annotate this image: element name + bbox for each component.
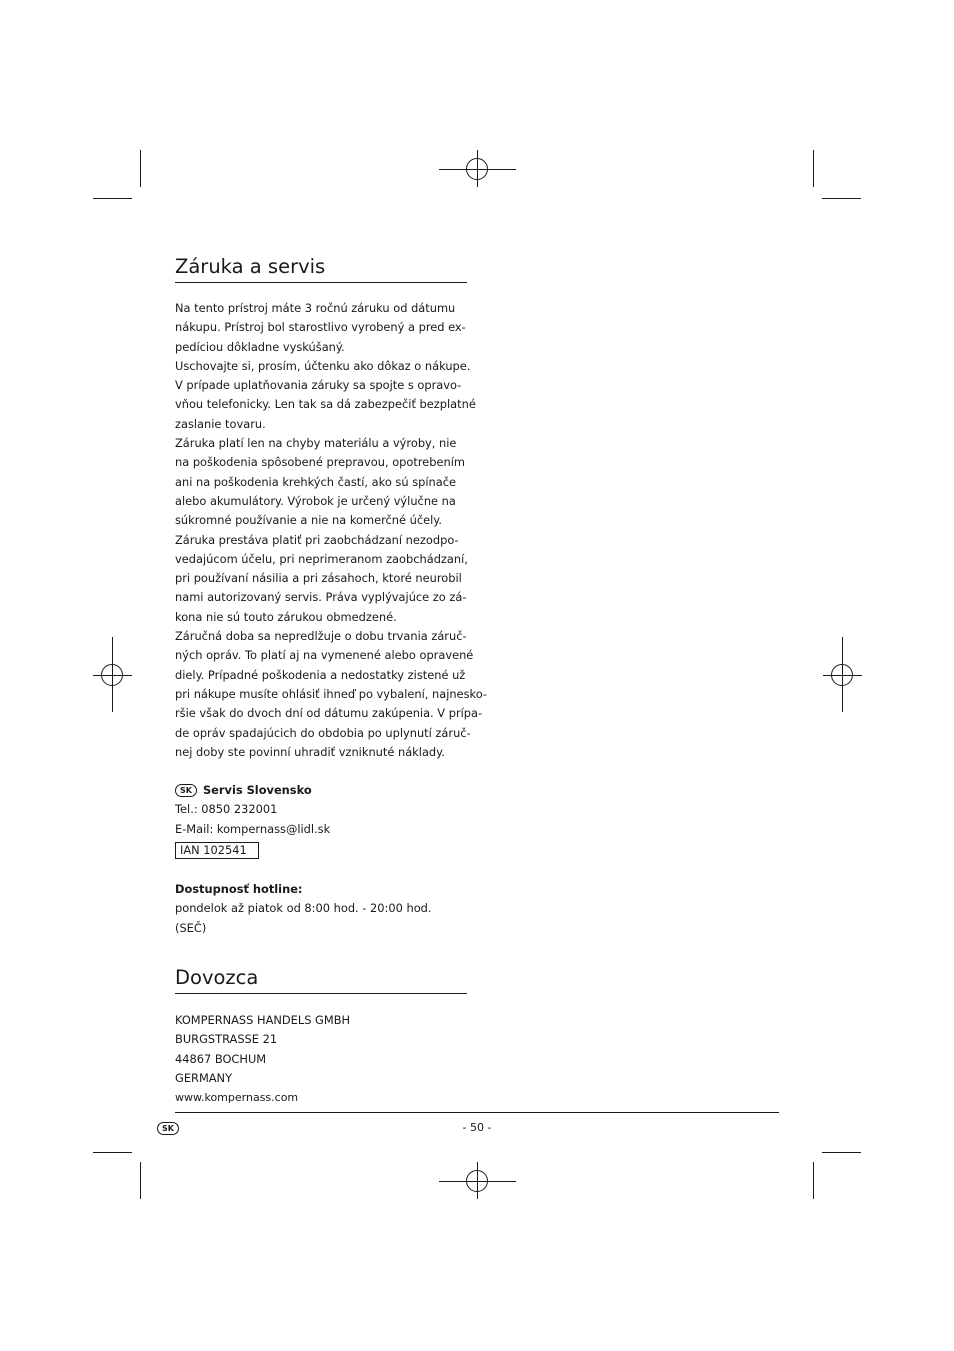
warranty-line: de opráv spadajúcich do obdobia po uplynutí záruč- (175, 725, 471, 740)
importer-website: www.kompernass.com (175, 1091, 299, 1105)
warranty-line: Záruka prestáva platiť pri zaobchádzaní nezodpo- (175, 532, 459, 547)
warranty-line: Na tento prístroj máte 3 ročnú záruku od dátumu (175, 301, 456, 315)
warranty-line: kona nie sú touto zárukou obmedzené. (175, 609, 397, 624)
country-badge: SK (175, 784, 197, 797)
warranty-line: nami autorizovaný servis. Práva vyplývajúce zo zá- (175, 590, 467, 605)
warranty-line: súkromné používanie a nie na komerčné účely. (175, 513, 443, 528)
ian-box: IAN 102541 (175, 842, 259, 859)
hotline-timezone: (SEČ) (175, 920, 207, 935)
page-number: - 50 - (462, 1121, 492, 1134)
service-phone: Tel.: 0850 232001 (175, 802, 278, 817)
warranty-line: ani na poškodenia krehkých častí, ako sú spínače (175, 474, 456, 489)
warranty-line: nákupu. Prístroj bol starostlivo vyrobený a pred ex- (175, 320, 466, 335)
warranty-section (175, 255, 488, 839)
warranty-line: pedíciou dôkladne vyskúšaný. (175, 339, 345, 354)
service-email: E-Mail: kompernass@lidl.sk (175, 821, 331, 836)
warranty-line: vňou telefonicky. Len tak sa dá zabezpečiť bezplatné (175, 397, 476, 412)
warranty-line: vedajúcom účelu, pri neprimeranom zaobchádzaní, (175, 551, 468, 566)
hotline-block (175, 880, 467, 938)
importer-line: KOMPERNASS HANDELS GMBH (175, 1013, 351, 1027)
warranty-text (175, 299, 488, 762)
warranty-line: zaslanie tovaru. (175, 416, 266, 431)
warranty-line: Záručná doba sa nepredlžuje o dobu trvania záruč- (175, 629, 467, 644)
warranty-line: ných opráv. To platí aj na vymenené alebo opravené (175, 648, 474, 663)
footer-divider (175, 1112, 779, 1113)
warranty-line: Záruka platí len na chyby materiálu a výroby, nie (175, 436, 457, 451)
importer-line: 44867 BOCHUM (175, 1051, 267, 1066)
importer-line: GERMANY (175, 1070, 233, 1085)
hotline-hours: pondelok až piatok od 8:00 hod. - 20:00 hod. (175, 901, 432, 916)
warranty-line: nej doby ste povinní uhradiť vzniknuté náklady. (175, 744, 445, 759)
warranty-line: pri používaní násilia a pri zásahoch, ktoré neurobil (175, 571, 462, 586)
importer-title: Dovozca (175, 966, 467, 994)
importer-section (175, 966, 467, 1107)
importer-line: BURGSTRASSE 21 (175, 1032, 278, 1047)
importer-address (175, 1011, 467, 1107)
warranty-line: Uschovajte si, prosím, účtenku ako dôkaz o nákupe. (175, 358, 471, 373)
warranty-line: V prípade uplatňovania záruky sa spojte s opravo- (175, 378, 462, 393)
warranty-line: ršie však do dvoch dní od dátumu zakúpenia. V prípa- (175, 706, 483, 721)
warranty-line: alebo akumulátory. Výrobok je určený výlučne na (175, 493, 456, 508)
service-name: Servis Slovensko (202, 783, 312, 798)
footer-country-badge: SK (157, 1122, 179, 1135)
hotline-label: Dostupnosť hotline: (175, 882, 303, 896)
warranty-line: diely. Prípadné poškodenia a nedostatky zistené už (175, 667, 466, 682)
warranty-line: na poškodenia spôsobené prepravou, opotrebením (175, 455, 465, 470)
service-block (175, 781, 467, 839)
warranty-line: pri nákupe musíte ohlásiť ihneď po vybalení, najnesko- (175, 686, 488, 701)
warranty-title: Záruka a servis (175, 255, 467, 283)
